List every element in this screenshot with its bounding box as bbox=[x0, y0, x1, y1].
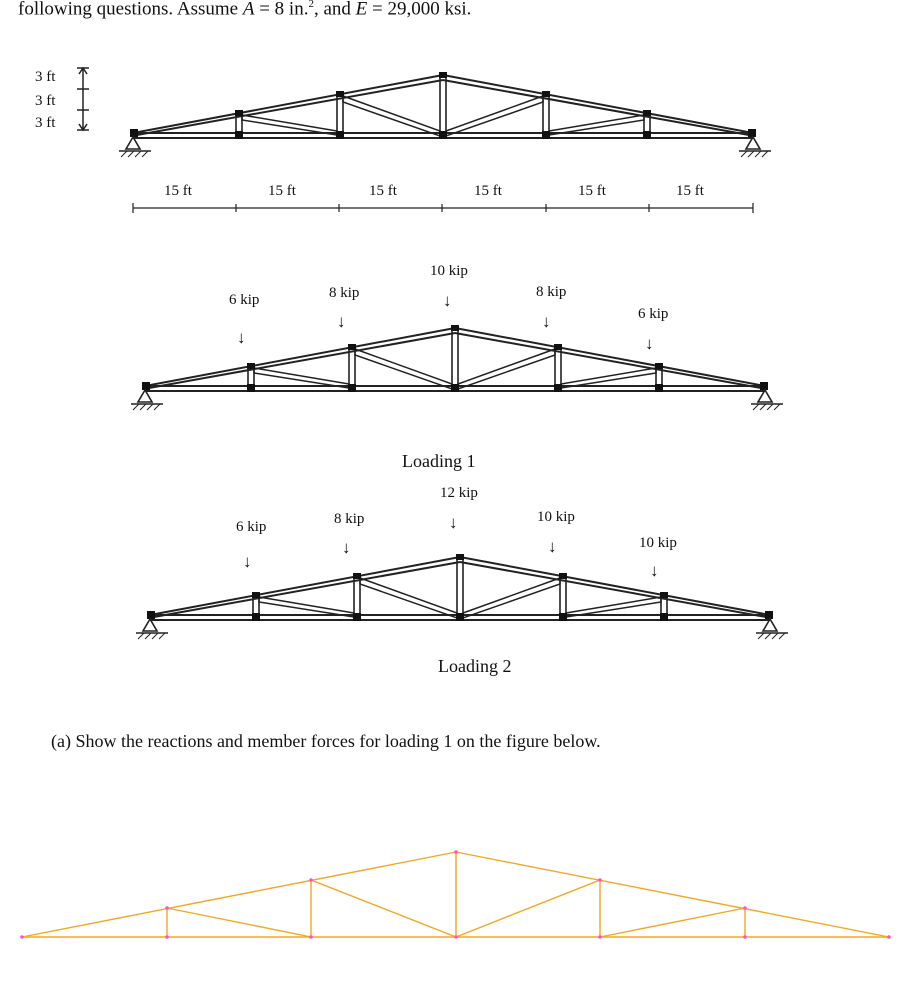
panel-dim-label: 15 ft bbox=[268, 183, 296, 199]
load-label-l2: 12 kip bbox=[440, 485, 478, 501]
truss-loading1-figure bbox=[131, 325, 783, 410]
load-arrow-l1: ↓ bbox=[337, 312, 346, 331]
load-arrow-l1: ↓ bbox=[542, 312, 551, 331]
height-dim-label: 3 ft bbox=[35, 115, 56, 131]
load-label-l2: 6 kip bbox=[236, 519, 267, 535]
loading1-caption: Loading 1 bbox=[402, 451, 476, 471]
truss-loading2-figure bbox=[136, 554, 788, 639]
load-label-l1: 10 kip bbox=[430, 263, 468, 279]
load-label-l2: 10 kip bbox=[639, 535, 677, 551]
load-label-l1: 8 kip bbox=[329, 285, 360, 301]
load-arrow-l2: ↓ bbox=[342, 538, 351, 557]
height-dim-label: 3 ft bbox=[35, 93, 56, 109]
panel-dim-label: 15 ft bbox=[164, 183, 192, 199]
panel-dim-label: 15 ft bbox=[676, 183, 704, 199]
load-arrow-l2: ↓ bbox=[650, 561, 659, 580]
load-arrow-l2: ↓ bbox=[243, 552, 252, 571]
load-arrow-l1: ↓ bbox=[237, 328, 246, 347]
height-dim-label: 3 ft bbox=[35, 69, 56, 85]
panel-dim-label: 15 ft bbox=[474, 183, 502, 199]
question-a: (a) Show the reactions and member forces for loading 1 on the figure below. bbox=[51, 731, 601, 751]
load-label-l1: 6 kip bbox=[638, 306, 669, 322]
problem-statement: following questions. Assume A = 8 in.$^2$, and E = 29,000 ksi. bbox=[18, 0, 472, 20]
load-label-l2: 10 kip bbox=[537, 509, 575, 525]
loading2-caption: Loading 2 bbox=[438, 656, 512, 676]
panel-dim-label: 15 ft bbox=[578, 183, 606, 199]
load-label-l2: 8 kip bbox=[334, 511, 365, 527]
height-dimension-marks bbox=[77, 68, 89, 130]
load-arrow-l1: ↓ bbox=[443, 291, 452, 310]
load-label-l1: 6 kip bbox=[229, 292, 260, 308]
answer-truss-figure bbox=[22, 852, 889, 937]
load-arrow-l1: ↓ bbox=[645, 334, 654, 353]
load-arrow-l2: ↓ bbox=[449, 513, 458, 532]
load-arrow-l2: ↓ bbox=[548, 537, 557, 556]
truss-geometry-figure bbox=[119, 72, 771, 157]
panel-dim-label: 15 ft bbox=[369, 183, 397, 199]
load-label-l1: 8 kip bbox=[536, 284, 567, 300]
span-dimension-line bbox=[133, 203, 753, 213]
